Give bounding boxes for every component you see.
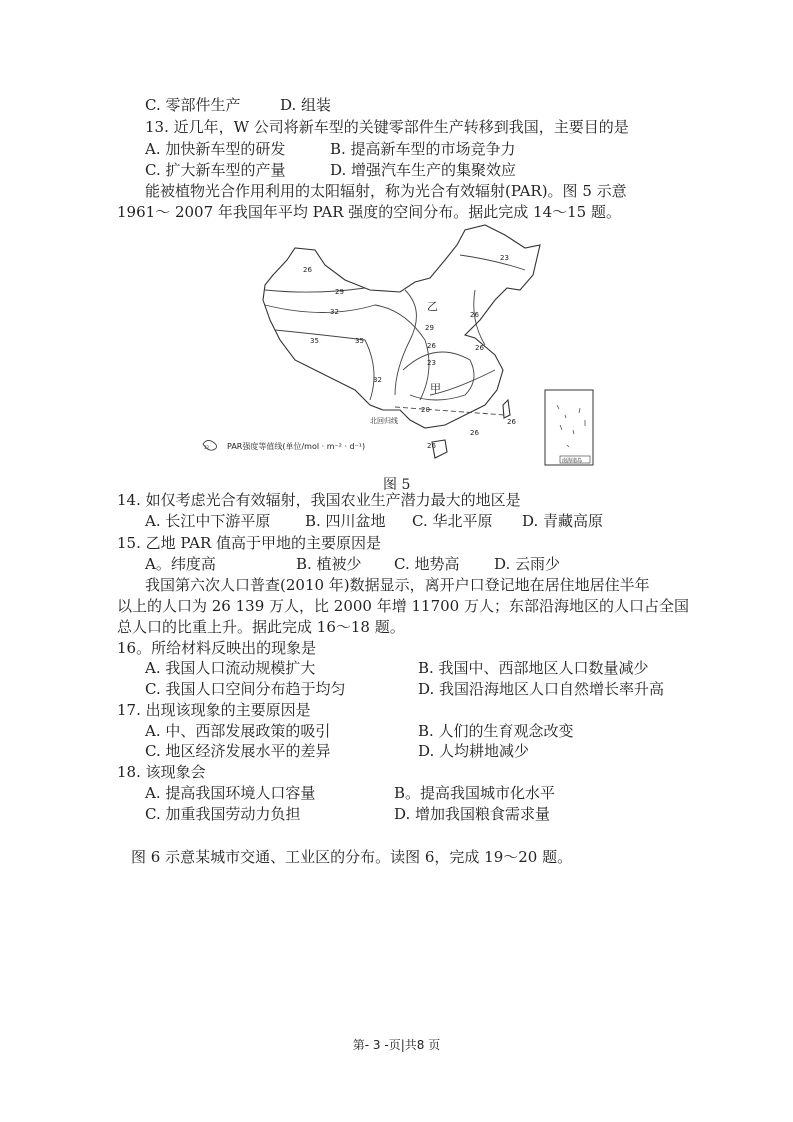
q14-stem: 14. 如仅考虑光合有效辐射，我国农业生产潜力最大的地区是 (117, 491, 521, 509)
inset-label: 南海诸岛 (562, 458, 583, 464)
q16-option-c: C. 我国人口空间分布趋于均匀 (145, 680, 346, 698)
isoline-label: 26 (470, 429, 479, 437)
label-jia: 甲 (430, 382, 441, 395)
svg-text:32: 32 (204, 445, 210, 450)
q13-option-b: B. 提高新车型的市场竞争力 (330, 140, 516, 158)
intro-16-18-line2: 以上的人口为 26 139 万人，比 2000 年增 11700 万人；东部沿海地区的人口占全国 (117, 597, 689, 615)
q13-option-c: C. 扩大新车型的产量 (145, 161, 286, 179)
q16-option-a: A. 我国人口流动规模扩大 (145, 659, 316, 677)
label-tropic: 北回归线 (370, 417, 398, 425)
intro-19-20: 图 6 示意某城市交通、工业区的分布。读图 6，完成 19～20 题。 (131, 848, 573, 866)
legend (203, 440, 365, 451)
q15-option-a: A。纬度高 (145, 555, 216, 573)
q14-option-c: C. 华北平原 (412, 512, 493, 530)
q13-option-a: A. 加快新车型的研发 (145, 140, 286, 158)
q18-stem: 18. 该现象会 (117, 763, 206, 781)
isoline-label: 26 (470, 311, 479, 319)
q17-option-b: B. 人们的生育观念改变 (418, 722, 574, 740)
q18-option-d: D. 增加我国粮食需求量 (394, 805, 551, 823)
isoline-label: 26 (507, 418, 516, 426)
q18-option-c: C. 加重我国劳动力负担 (145, 805, 301, 823)
intro-16-18-line3: 总人口的比重上升。据此完成 16～18 题。 (117, 618, 405, 636)
isoline-label: 35 (310, 337, 319, 345)
isoline-label: 26 (427, 342, 436, 350)
isoline-label: 32 (330, 308, 339, 316)
isoline-label: 20 (421, 406, 430, 414)
q13-option-d: D. 增强汽车生产的集聚效应 (330, 161, 517, 179)
q17-option-d: D. 人均耕地减少 (418, 742, 530, 760)
isoline-label: 26 (475, 344, 484, 352)
south-china-sea-inset (545, 390, 593, 465)
taiwan-outline (503, 400, 510, 418)
q15-option-c: C. 地势高 (394, 555, 460, 573)
q16-option-d: D. 我国沿海地区人口自然增长率升高 (418, 680, 665, 698)
legend-text: PAR强度等值线(单位/mol · m⁻² · d⁻¹) (227, 442, 366, 451)
isoline-label: 35 (355, 337, 364, 345)
q16-stem: 16。所给材料反映出的现象是 (117, 639, 317, 657)
isoline-label: 32 (373, 376, 382, 384)
q12-option-d: D. 组装 (280, 96, 332, 114)
isoline-label: 26 (303, 266, 312, 274)
intro-14-15-line1: 能被植物光合作用利用的太阳辐射，称为光合有效辐射(PAR)。图 5 示意 (145, 182, 627, 200)
page-footer: 第- 3 -页|共8 页 (352, 1038, 441, 1052)
q15-stem: 15. 乙地 PAR 值高于甲地的主要原因是 (117, 534, 382, 552)
isoline-label: 29 (425, 324, 434, 332)
q12-option-c: C. 零部件生产 (145, 96, 241, 114)
q18-option-a: A. 提高我国环境人口容量 (145, 784, 316, 802)
figure-5-caption: 图 5 (383, 477, 411, 493)
q15-option-b: B. 植被少 (296, 555, 362, 573)
q17-option-a: A. 中、西部发展政策的吸引 (145, 722, 331, 740)
intro-16-18-line1: 我国第六次人口普查(2010 年)数据显示，离开户口登记地在居住地居住半年 (145, 576, 650, 594)
figure-5-par-map (195, 220, 595, 470)
q14-option-a: A. 长江中下游平原 (145, 512, 271, 530)
q18-option-b: B。提高我国城市化水平 (394, 784, 556, 802)
q13-stem: 13. 近几年，W 公司将新车型的关键零部件生产转移到我国，主要目的是 (145, 118, 629, 136)
label-yi: 乙 (427, 300, 438, 313)
intro-14-15-line2: 1961～ 2007 年我国年平均 PAR 强度的空间分布。据此完成 14～15 题。 (117, 203, 621, 221)
isoline-label: 29 (335, 288, 344, 296)
q15-option-d: D. 云雨少 (494, 555, 561, 573)
isoline-label: 23 (500, 254, 509, 262)
isoline-label: 23 (427, 359, 436, 367)
q17-stem: 17. 出现该现象的主要原因是 (117, 701, 311, 719)
q14-option-d: D. 青藏高原 (522, 512, 604, 530)
q14-option-b: B. 四川盆地 (305, 512, 386, 530)
china-outline (263, 225, 540, 428)
isoline-label: 26 (427, 442, 436, 450)
q17-option-c: C. 地区经济发展水平的差异 (145, 742, 331, 760)
q16-option-b: B. 我国中、西部地区人口数量减少 (418, 659, 649, 677)
